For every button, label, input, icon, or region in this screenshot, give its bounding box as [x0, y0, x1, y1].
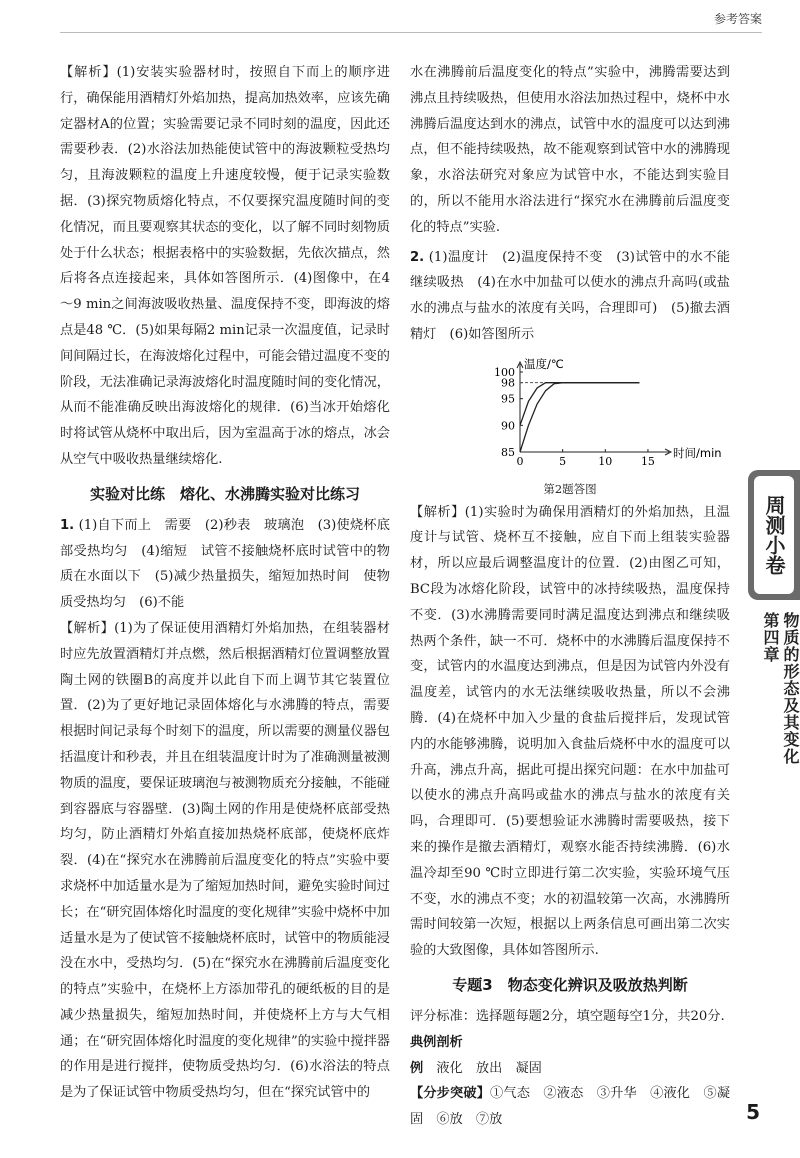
example-line: [410, 1056, 730, 1082]
chapter-topic: 物质的形态及其变化: [781, 612, 800, 765]
y-tick-label: 100: [494, 365, 515, 379]
series-line-1: [520, 382, 639, 451]
left-column: [60, 60, 390, 1106]
example-answer: 液化 放出 凝固: [436, 1060, 542, 1076]
step-breakdown: [410, 1081, 730, 1133]
analysis-paragraph: 【解析】(1)为了保证使用酒精灯外焰加热，在组装器材时应先放置酒精灯并点燃，然后根据酒精灯位置调整放置陶土网的铁圈B的高度并以此自下而上调节其它装置位置．(2)为了更好地记录固体熔化与水沸腾的特点，需要根据时间记录每个时刻下的温度，所以需要的测量仪器包括温度计和秒表，并且在组装温度计时为了准确测量被测物质的温度，要保证玻璃泡与被测物质充分接触，不能碰到容器底与容器壁．(3)陶土网的作用是使烧杯底部受热均匀，防止酒精灯外焰直接加热烧杯底部，使烧杯底炸裂．(4)在“探究水在沸腾前后温度变化的特点”实验中要求烧杯中加适量水是为了缩短加热时间，避免实验时间过长；在“研究固体熔化时温度的变化规律”实验中烧杯中加适量水是为了使试管不接触烧杯底时，试管中的物质能浸没在水中，受热均匀．(5)在“探究水在沸腾前后温度变化的特点”实验中，在烧杯上方添加带孔的硬纸板的目的是减少热量损失，缩短加热时间，并使烧杯上方与大气相通；在“研究固体熔化时温度的变化规律”的实验中搅拌器的作用是进行搅拌，使物质受热均匀．(6)水浴法的特点是为了保证试管中物质受热均匀，但在“探究试管中的: [60, 620, 390, 1101]
weekly-quiz-tag: 周测小卷: [754, 476, 794, 594]
x-tick-label: 0: [516, 454, 524, 468]
y-axis-label: 温度/℃: [524, 356, 564, 371]
y-tick-label: 95: [501, 392, 515, 406]
answer-text: (1)自下而上 需要 (2)秒表 玻璃泡 (3)使烧杯底部受热均匀 (4)缩短 试管不接触烧杯底时试管中的物质在水面以下 (5)减少热量损失，缩短加热时间 使物质受热均匀 (6)不能: [60, 517, 390, 611]
page-header: 参考答案: [713, 12, 762, 26]
analysis-paragraph: 【解析】(1)实验时为确保用酒精灯的外焰加热，且温度计与试管、烧杯互不接触，应自下而上组装实验器材，所以应最后调整温度计的位置．(2)由图乙可知，BC段为冰熔化阶段，试管中的冰持续吸热，温度保持不变．(3)水沸腾需要同时满足温度达到沸点和继续吸热两个条件，缺一不可．烧杯中的水沸腾后温度保持不变，试管内的水温度达到沸点，但是因为试管内外没有温度差，试管内的水无法继续吸收热量，所以不会沸腾．(4)在烧杯中加入少量的食盐后搅拌后，发现试管内的水能够沸腾，说明加入食盐后烧杯中水的温度可以升高，沸点升高，据此可提出探究问题：在水中加盐可以使水的沸点升高吗或盐水的沸点与盐水的浓度有关吗，合理即可．(5)要想验证水沸腾时需要吸热，接下来的操作是撤去酒精灯，观察水能否持续沸腾．(6)水温冷却至90 ℃时立即进行第二次实验，实验环境气压不变，水的沸点不变；水的初温较第一次高，水沸腾所需时间较第一次短，根据以上两条信息可画出第二次实验的大致图像，具体如答图所示.: [410, 504, 730, 959]
x-axis-label: 时间/min: [673, 445, 722, 460]
question-1: [60, 513, 390, 616]
analysis-paragraph: 水在沸腾前后温度变化的特点”实验中，沸腾需要达到沸点且持续吸热，但使用水浴法加热过程中，烧杯中水沸腾后温度达到水的沸点，试管中水的温度可以达到沸点，但不能持续吸热，故不能观察到试管中水的沸腾现象，水浴法研究对象应为试管中水，不能达到实验目的，所以不能用水浴法进行“探究水在沸腾前后温度变化的特点”实验.: [410, 65, 730, 235]
temperature-time-chart: [410, 352, 730, 470]
figure-caption: 第2题答图: [543, 481, 597, 496]
step-answer: ①气态 ②液态 ③升华 ④液化 ⑤凝固 ⑥放 ⑦放: [410, 1086, 731, 1128]
section-title: 实验对比练 熔化、水沸腾实验对比练习: [89, 484, 360, 503]
page-number: 5: [746, 1100, 760, 1124]
y-tick-label: 85: [501, 445, 515, 459]
question-2: [410, 245, 730, 348]
series-line-2: [520, 382, 639, 425]
analysis-paragraph: 【解析】(1)安装实验器材时，按照自下而上的顺序进行，确保能用酒精灯外焰加热，提高加热效率，应该先确定器材A的位置；实验需要记录不同时刻的温度，因此还需要秒表．(2)水浴法加热能使试管中的海波颗粒受热均匀，且海波颗粒的温度上升速度较慢，便于记录实验数据．(3)探究物质熔化特点，不仅要探究温度随时间的变化情况，而且要观察其状态的变化，以了解不同时刻物质处于什么状态；根据表格中的实验数据，先依次描点，然后将各点连接起来，具体如答图所示．(4)图像中，在4～9 min之间海波吸收热量、温度保持不变，即海波的熔点是48 ℃．(5)如果每隔2 min记录一次温度值，记录时间间隔过长，在海波熔化过程中，可能会错过温度不变的阶段，无法准确记录海波熔化时温度随时间的变化情况，从而不能准确反映出海波熔化的规律．(6)当冰开始熔化时将试管从烧杯中取出后，因为室温高于冰的熔点，冰会从空气中吸收热量继续熔化.: [60, 65, 390, 467]
chapter-label: 第四章: [761, 612, 780, 663]
step-label: 【分步突破】: [410, 1086, 491, 1102]
right-column: [410, 60, 730, 1133]
y-tick-label: 90: [501, 419, 515, 433]
answer-figure: [410, 352, 730, 498]
x-tick-label: 10: [598, 454, 613, 468]
question-number: 1.: [60, 517, 75, 533]
example-label: 例: [410, 1060, 424, 1076]
question-number: 2.: [410, 249, 425, 265]
answer-text: (1)温度计 (2)温度保持不变 (3)试管中的水不能继续吸热 (4)在水中加盐可以使水的沸点升高吗(或盐水的沸点与盐水的浓度有关吗，合理即可) (5)撤去酒精灯 (6)如答图所示: [410, 249, 730, 342]
grading-standard: 评分标准：选择题每题2分，填空题每空1分，共20分.: [410, 1008, 725, 1024]
example-heading: 典例剖析: [410, 1034, 463, 1050]
header-rule: [60, 32, 762, 33]
x-tick-label: 15: [640, 454, 655, 468]
y-tick-label: 98: [501, 376, 515, 390]
section-title: 专题3 物态变化辨识及吸放热判断: [452, 975, 688, 994]
x-tick-label: 5: [559, 454, 567, 468]
